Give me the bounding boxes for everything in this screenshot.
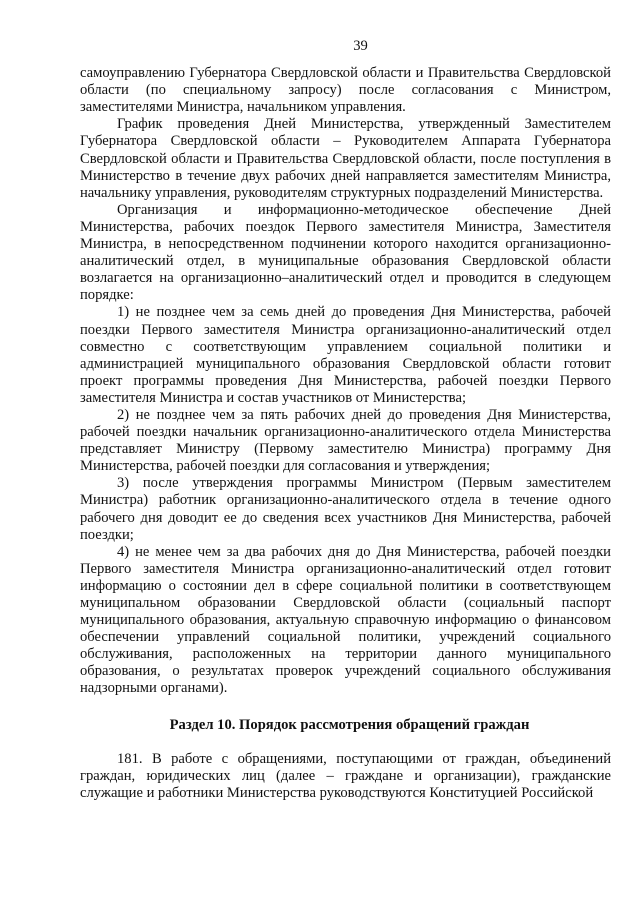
paragraph-organization: Организация и информационно-методическое обеспечение Дней Министерства, рабочих поездок Первого заместителя Министра, Заместителя Министра, в непосредственном подчинении которого находится организационно-аналитический отдел, в муниципальные образования Свердловской области возлагается на организационно–аналитический отдел и проводится в следующем порядке: (80, 201, 611, 304)
page-number: 39 (353, 38, 368, 54)
list-item-4: 4) не менее чем за два рабочих дня до Дня Министерства, рабочей поездки Первого заместителя Министра организационно-аналитический отдел готовит информацию о состоянии дел в сфере социальной политики в соответствующем муниципальном образовании Свердловской области (социальный паспорт муниципального образования, актуальную справочную информацию о финансовом обеспечении управлений социальной политики, учреждений социального обслуживания, расположенных на территории данного муниципального образования, о результатах проверок учреждений социального обслуживания надзорными органами). (80, 543, 611, 697)
paragraph-continuation: самоуправлению Губернатора Свердловской области и Правительства Свердловской области (по специальному запросу) после согласования с Министром, заместителями Министра, начальником управления. (80, 65, 611, 116)
list-item-1: 1) не позднее чем за семь дней до проведения Дня Министерства, рабочей поездки Первого заместителя Министра организационно-аналитический отдел совместно с соответствующим управлением социальной политики и администрацией муниципального образования Свердловской области готовит проект программы проведения Дня Министерства, рабочей поездки Первого заместителя Министра и состав участников от Министерства; (80, 304, 611, 406)
paragraph-181: 181. В работе с обращениями, поступающими от граждан, объединений граждан, юридических лиц (далее – граждане и организации), гражданские служащие и работники Министерства руководствуются Конституцией Российской (80, 750, 611, 801)
section-heading: Раздел 10. Порядок рассмотрения обращений граждан (169, 716, 530, 733)
list-item-3: 3) после утверждения программы Министром (Первым заместителем Министра) работник организационно-аналитического отдела в течение одного рабочего дня доводит ее до сведения всех участников Дня Министерства, рабочей поездки; (80, 475, 611, 543)
list-item-2: 2) не позднее чем за пять рабочих дней до проведения Дня Министерства, рабочей поездки начальник организационно-аналитического отдела Министерства представляет Министру (Первому заместителю Министра) программу Дня Министерства, рабочей поездки для согласования и утверждения; (80, 406, 611, 475)
paragraph-schedule: График проведения Дней Министерства, утвержденный Заместителем Губернатора Свердловской области – Руководителем Аппарата Губернатора Свердловской области и Правительства Свердловской области, после поступления в Министерство в течение двух рабочих дней направляется заместителям Министра, начальнику управления, руководителям структурных подразделений Министерства. (80, 116, 611, 201)
